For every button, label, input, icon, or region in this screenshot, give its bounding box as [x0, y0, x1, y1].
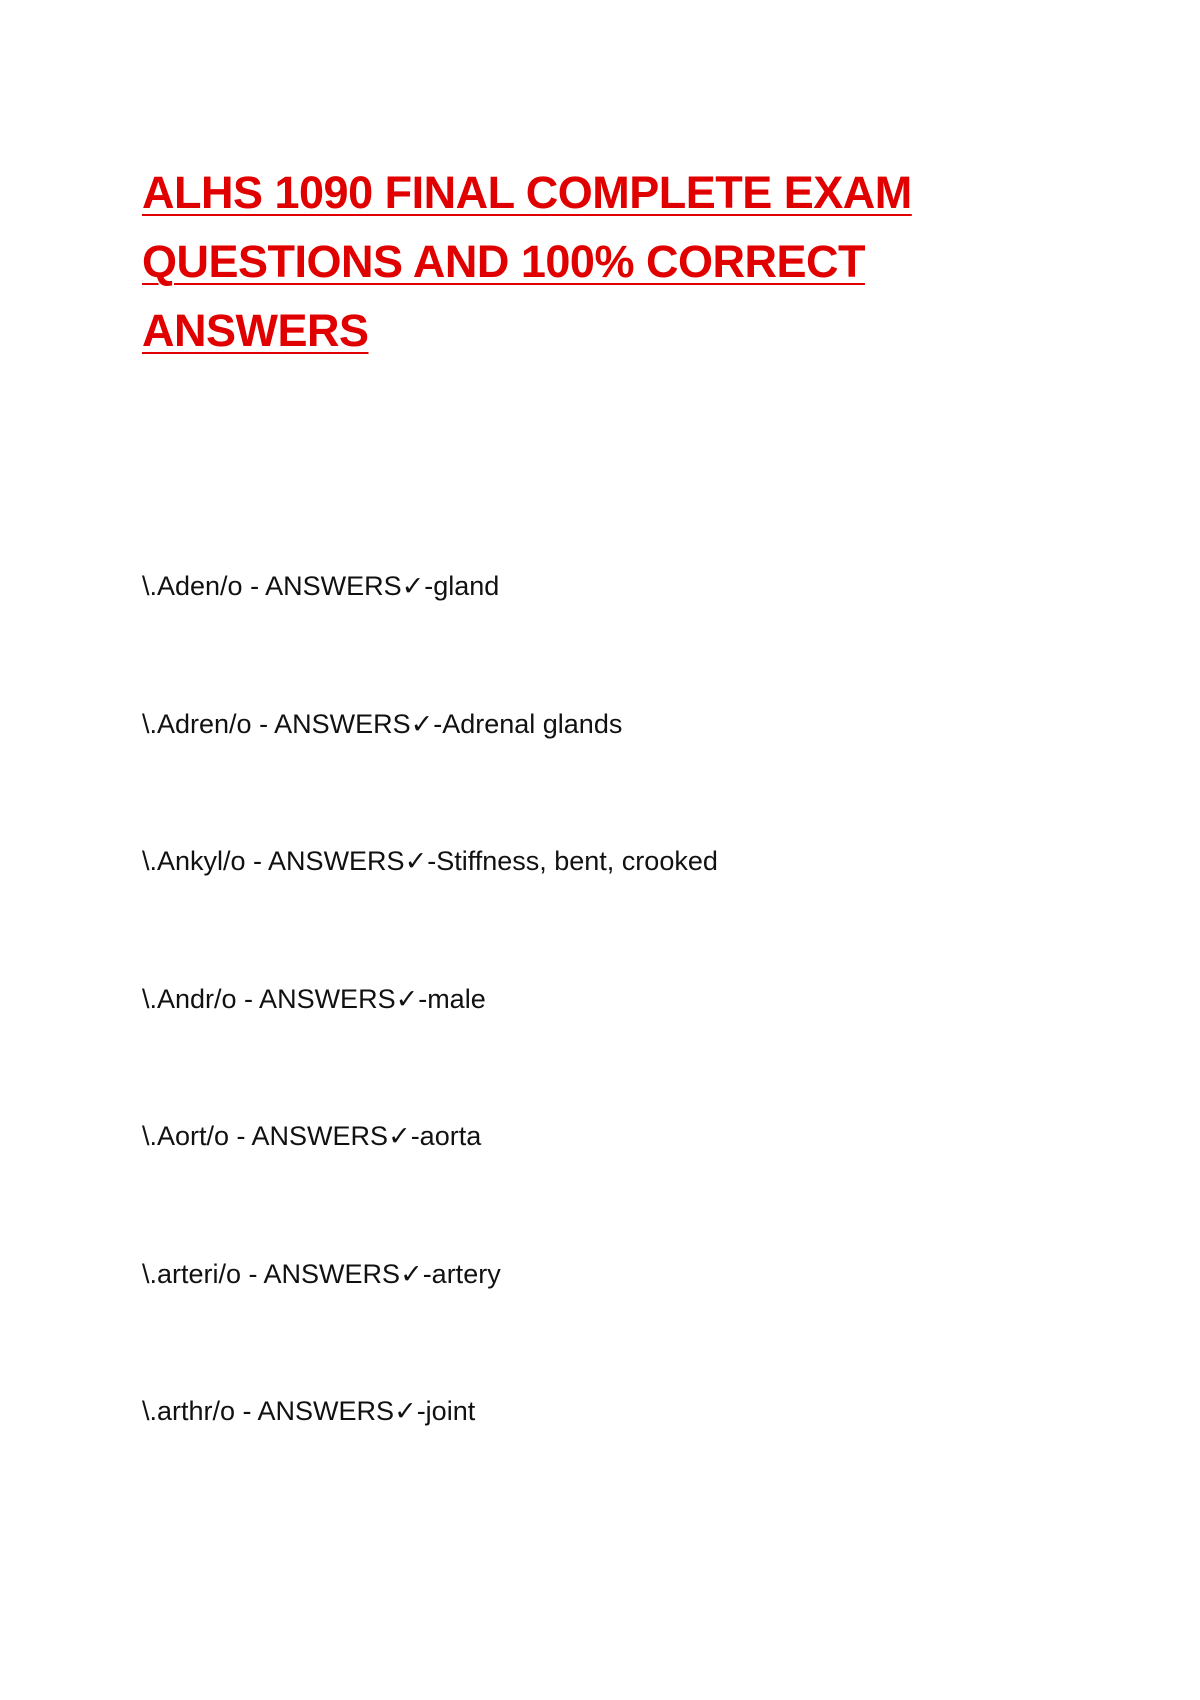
document-title: ALHS 1090 FINAL COMPLETE EXAM QUESTIONS AND 100% CORRECT ANSWERS — [142, 167, 912, 356]
flashcard-list — [142, 568, 1142, 1531]
check-mark-icon: ✓ — [395, 983, 419, 1015]
entry-term: \.Ankyl/o - ANSWERS — [142, 846, 405, 876]
entry-term: \.arthr/o - ANSWERS — [142, 1396, 395, 1426]
entry-answer: -Stiffness, bent, crooked — [427, 846, 718, 876]
entry-term: \.Aden/o - ANSWERS — [142, 571, 402, 601]
entry-answer: -Adrenal glands — [433, 708, 623, 739]
check-mark-icon: ✓ — [410, 708, 434, 740]
check-mark-icon: ✓ — [400, 1258, 423, 1290]
entry-term: \.Aort/o - ANSWERS — [142, 1121, 389, 1151]
list-item — [142, 1256, 1142, 1394]
entry-answer: -gland — [424, 571, 500, 601]
entry-answer: -aorta — [410, 1121, 482, 1151]
list-item — [142, 1118, 1142, 1256]
entry-term: \.Andr/o - ANSWERS — [142, 983, 396, 1014]
check-mark-icon: ✓ — [394, 1396, 417, 1427]
list-item — [142, 568, 1142, 706]
list-item — [142, 706, 1142, 844]
check-mark-icon: ✓ — [404, 846, 428, 877]
entry-answer: -joint — [416, 1396, 476, 1426]
entry-answer: -male — [418, 983, 486, 1014]
entry-term: \.arteri/o - ANSWERS — [142, 1258, 401, 1289]
list-item — [142, 981, 1142, 1119]
check-mark-icon: ✓ — [388, 1121, 411, 1152]
entry-answer: -artery — [422, 1258, 501, 1289]
entry-term: \.Adren/o - ANSWERS — [142, 708, 411, 739]
list-item — [142, 843, 1142, 981]
check-mark-icon: ✓ — [401, 571, 425, 602]
list-item — [142, 1393, 1142, 1531]
